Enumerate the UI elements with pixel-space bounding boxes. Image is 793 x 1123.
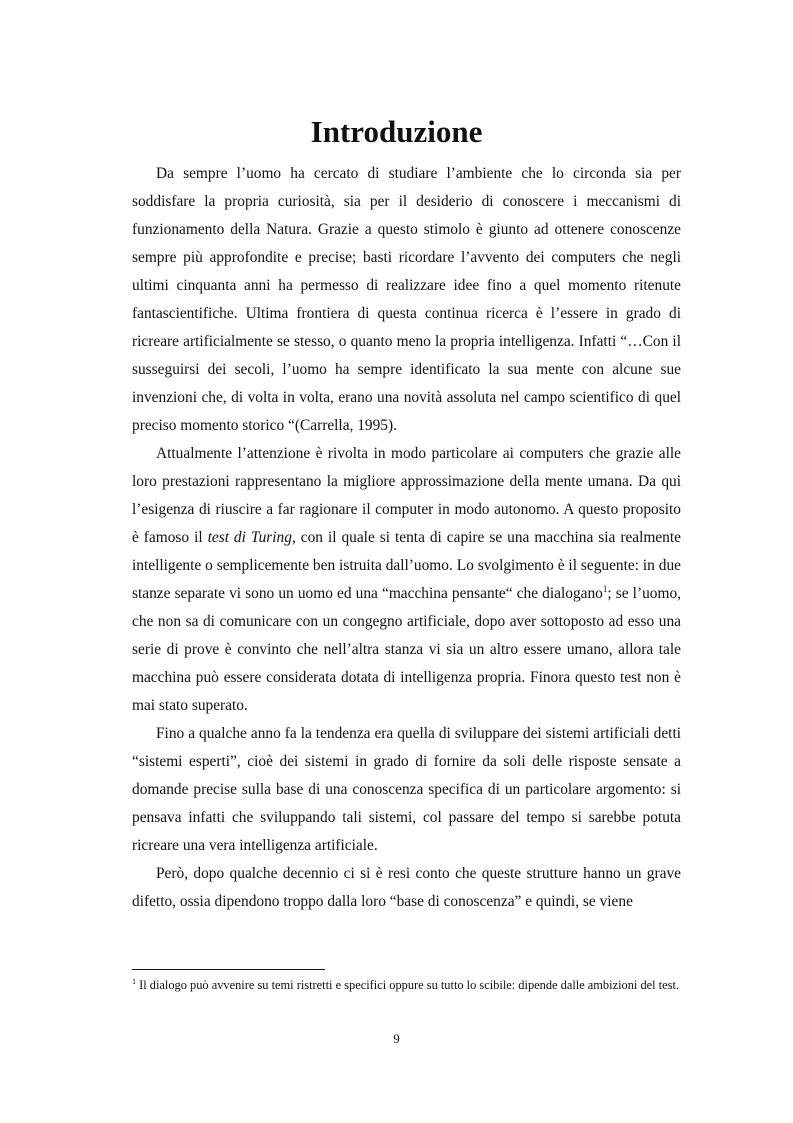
footnote-separator	[132, 969, 325, 970]
turing-test-term: test di Turing	[207, 529, 292, 546]
paragraph-3: Fino a qualche anno fa la tendenza era quella di sviluppare dei sistemi artificiali detti “sistemi esperti”, cioè dei sistemi in grado di fornire da soli delle risposte sensate a domande precise sulla base di una conoscenza specifica di un particolare argomento: si pensava infatti che sviluppando tali sistemi, col passare del tempo si sarebbe potuta ricreare una vera intelligenza artificiale.	[132, 725, 681, 854]
paragraph-1: Da sempre l’uomo ha cercato di studiare l’ambiente che lo circonda sia per soddisfare la propria curiosità, sia per il desiderio di conoscere i meccanismi di funzionamento della Natura. Grazie a questo stimolo è giunto ad ottenere conoscenze sempre più approfondite e precise; basti ricordare l’avvento dei computers che negli ultimi cinquanta anni ha permesso di realizzare idee fino a quel momento ritenute fantascientifiche. Ultima frontiera di questa continua ricerca è l’essere in grado di ricreare artificialmente se stesso, o quanto meno la propria intelligenza. Infatti “…Con il susseguirsi dei secoli, l’uomo ha sempre identificato la sua mente con alcune sue invenzioni che, di volta in volta, erano una novità assoluta nel campo scientifico di quel preciso momento storico “(Carrella, 1995).	[132, 165, 681, 434]
paragraph-2-text-c: ; se l’uomo, che non sa di comunicare con un congegno artificiale, dopo aver sottoposto ad esso una serie di prove è convinto che nell’altra stanza vi sia un altro essere umano, allora tale macchina può essere considerata dotata di intelligenza propria. Finora questo test non è mai stato superato.	[132, 585, 681, 714]
paragraph-2-text-a: Attualmente l’attenzione è rivolta in modo particolare ai computers che grazie alle loro prestazioni rappresentano la migliore approssimazione della mente umana. Da qui l’esigenza di riuscire a far ragionare il computer in modo autonomo. A questo proposito è famoso il	[132, 445, 681, 546]
footnote	[132, 976, 681, 994]
footnote-text: Il dialogo può avvenire su temi ristretti e specifici oppure su tutto lo scibile: dipende dalle ambizioni del test.	[136, 978, 679, 992]
paragraph-4: Però, dopo qualche decennio ci si è resi conto che queste strutture hanno un grave difetto, ossia dipendono troppo dalla loro “base di conoscenza” e quindi, se viene	[132, 865, 681, 910]
paragraph-2-text-b: , con il quale si tenta di capire se una macchina sia realmente intelligente o semplicemente ben istruita dall’uomo. Lo svolgimento è il seguente: in due stanze separate vi sono un uomo ed una “macchina pensante“ che dialogano	[132, 529, 681, 602]
body-text	[132, 160, 681, 916]
footnote-reference: 1	[602, 583, 608, 594]
page-number: 9	[393, 1031, 400, 1046]
paragraph-2	[132, 440, 681, 720]
footnote-number: 1	[132, 976, 136, 986]
chapter-title: Introduzione	[310, 114, 483, 149]
